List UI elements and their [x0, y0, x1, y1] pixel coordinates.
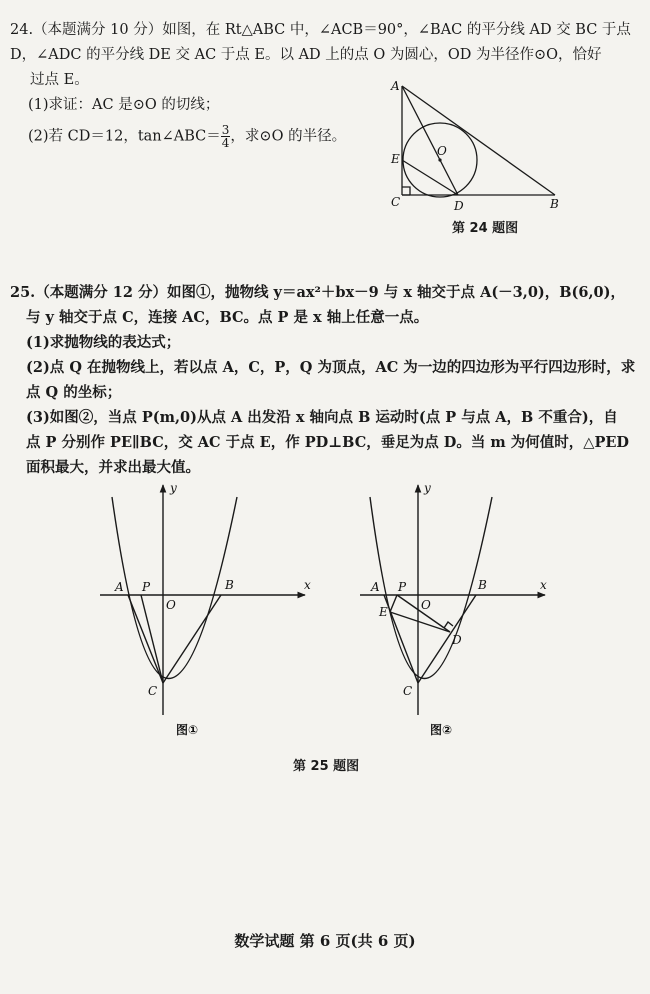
q24-figure-caption: 第 24 题图: [452, 221, 519, 236]
q25-figure-caption: 第 25 题图: [293, 759, 360, 774]
origin-o-label: O: [166, 598, 176, 612]
point-c-label: C: [148, 684, 158, 698]
q24-part-2-prefix: (2)若 CD＝12，tan∠ABC＝: [28, 128, 221, 145]
segment-ed: [390, 612, 450, 632]
point-d-label: D: [452, 633, 462, 647]
page-footer: 数学试题 第 6 页(共 6 页): [234, 932, 416, 950]
point-b-label: B: [550, 197, 559, 211]
y-axis-label: y: [424, 481, 431, 495]
q25-part-3-cont: 点 P 分别作 PE∥BC，交 AC 于点 E，作 PD⊥BC，垂足为点 D。当 m 为何值时，△PED: [26, 434, 629, 451]
point-b-label: B: [225, 578, 234, 592]
point-e-label: E: [379, 605, 388, 619]
point-o-label: O: [437, 144, 447, 158]
y-axis-label: y: [170, 481, 177, 495]
x-axis-label: x: [540, 578, 547, 592]
point-d-label: D: [454, 199, 464, 213]
q25-line-2: 与 y 轴交于点 C，连接 AC，BC。点 P 是 x 轴上任意一点。: [26, 309, 429, 326]
parabola: [370, 497, 492, 679]
point-a-label: A: [371, 580, 380, 594]
segment-pe: [390, 595, 397, 612]
q24-line-2: D，∠ADC 的平分线 DE 交 AC 于点 E。以 AD 上的点 O 为圆心，OD 为半径作⊙O，恰好: [10, 47, 602, 63]
q24-line-3: 过点 E。: [30, 72, 89, 88]
q25-part-2: (2)点 Q 在抛物线上，若以点 A，C，P，Q 为顶点，AC 为一边的四边形为平行四边形时，求: [26, 359, 636, 376]
segment-ac: [384, 595, 418, 683]
fig1-caption: 图①: [176, 723, 199, 737]
q25-part-1: (1)求抛物线的表达式；: [26, 334, 181, 351]
point-a-label: A: [391, 79, 400, 93]
q24-part-2-suffix: ，求⊙O 的半径。: [230, 128, 347, 145]
fraction-denominator: 4: [221, 136, 230, 150]
right-angle-mark: [444, 622, 453, 628]
fraction-numerator: 3: [221, 123, 230, 137]
origin-o-label: O: [421, 598, 431, 612]
point-p-label: P: [142, 580, 151, 594]
point-c-label: C: [391, 195, 401, 209]
point-e-label: E: [391, 152, 400, 166]
q25-line-1: 25.（本题满分 12 分）如图①，抛物线 y＝ax²＋bx－9 与 x 轴交于点 A(－3,0)，B(6,0)，: [10, 284, 625, 301]
q25-part-3-end: 面积最大，并求出最大值。: [26, 459, 200, 476]
point-a-label: A: [115, 580, 124, 594]
x-axis-label: x: [304, 578, 311, 592]
point-c-label: C: [403, 684, 413, 698]
q24-line-1: 24.（本题满分 10 分）如图，在 Rt△ABC 中，∠ACB＝90°，∠BAC 的平分线 AD 交 BC 于点: [10, 22, 631, 38]
point-b-label: B: [478, 578, 487, 592]
q25-part-2-cont: 点 Q 的坐标；: [26, 384, 122, 401]
fig2-caption: 图②: [430, 723, 453, 737]
q24-part-1: (1)求证：AC 是⊙O 的切线；: [28, 97, 220, 113]
q25-part-3: (3)如图②，当点 P(m,0)从点 A 出发沿 x 轴向点 B 运动时(点 P 与点 A，B 不重合)，自: [26, 409, 618, 426]
point-p-label: P: [398, 580, 407, 594]
